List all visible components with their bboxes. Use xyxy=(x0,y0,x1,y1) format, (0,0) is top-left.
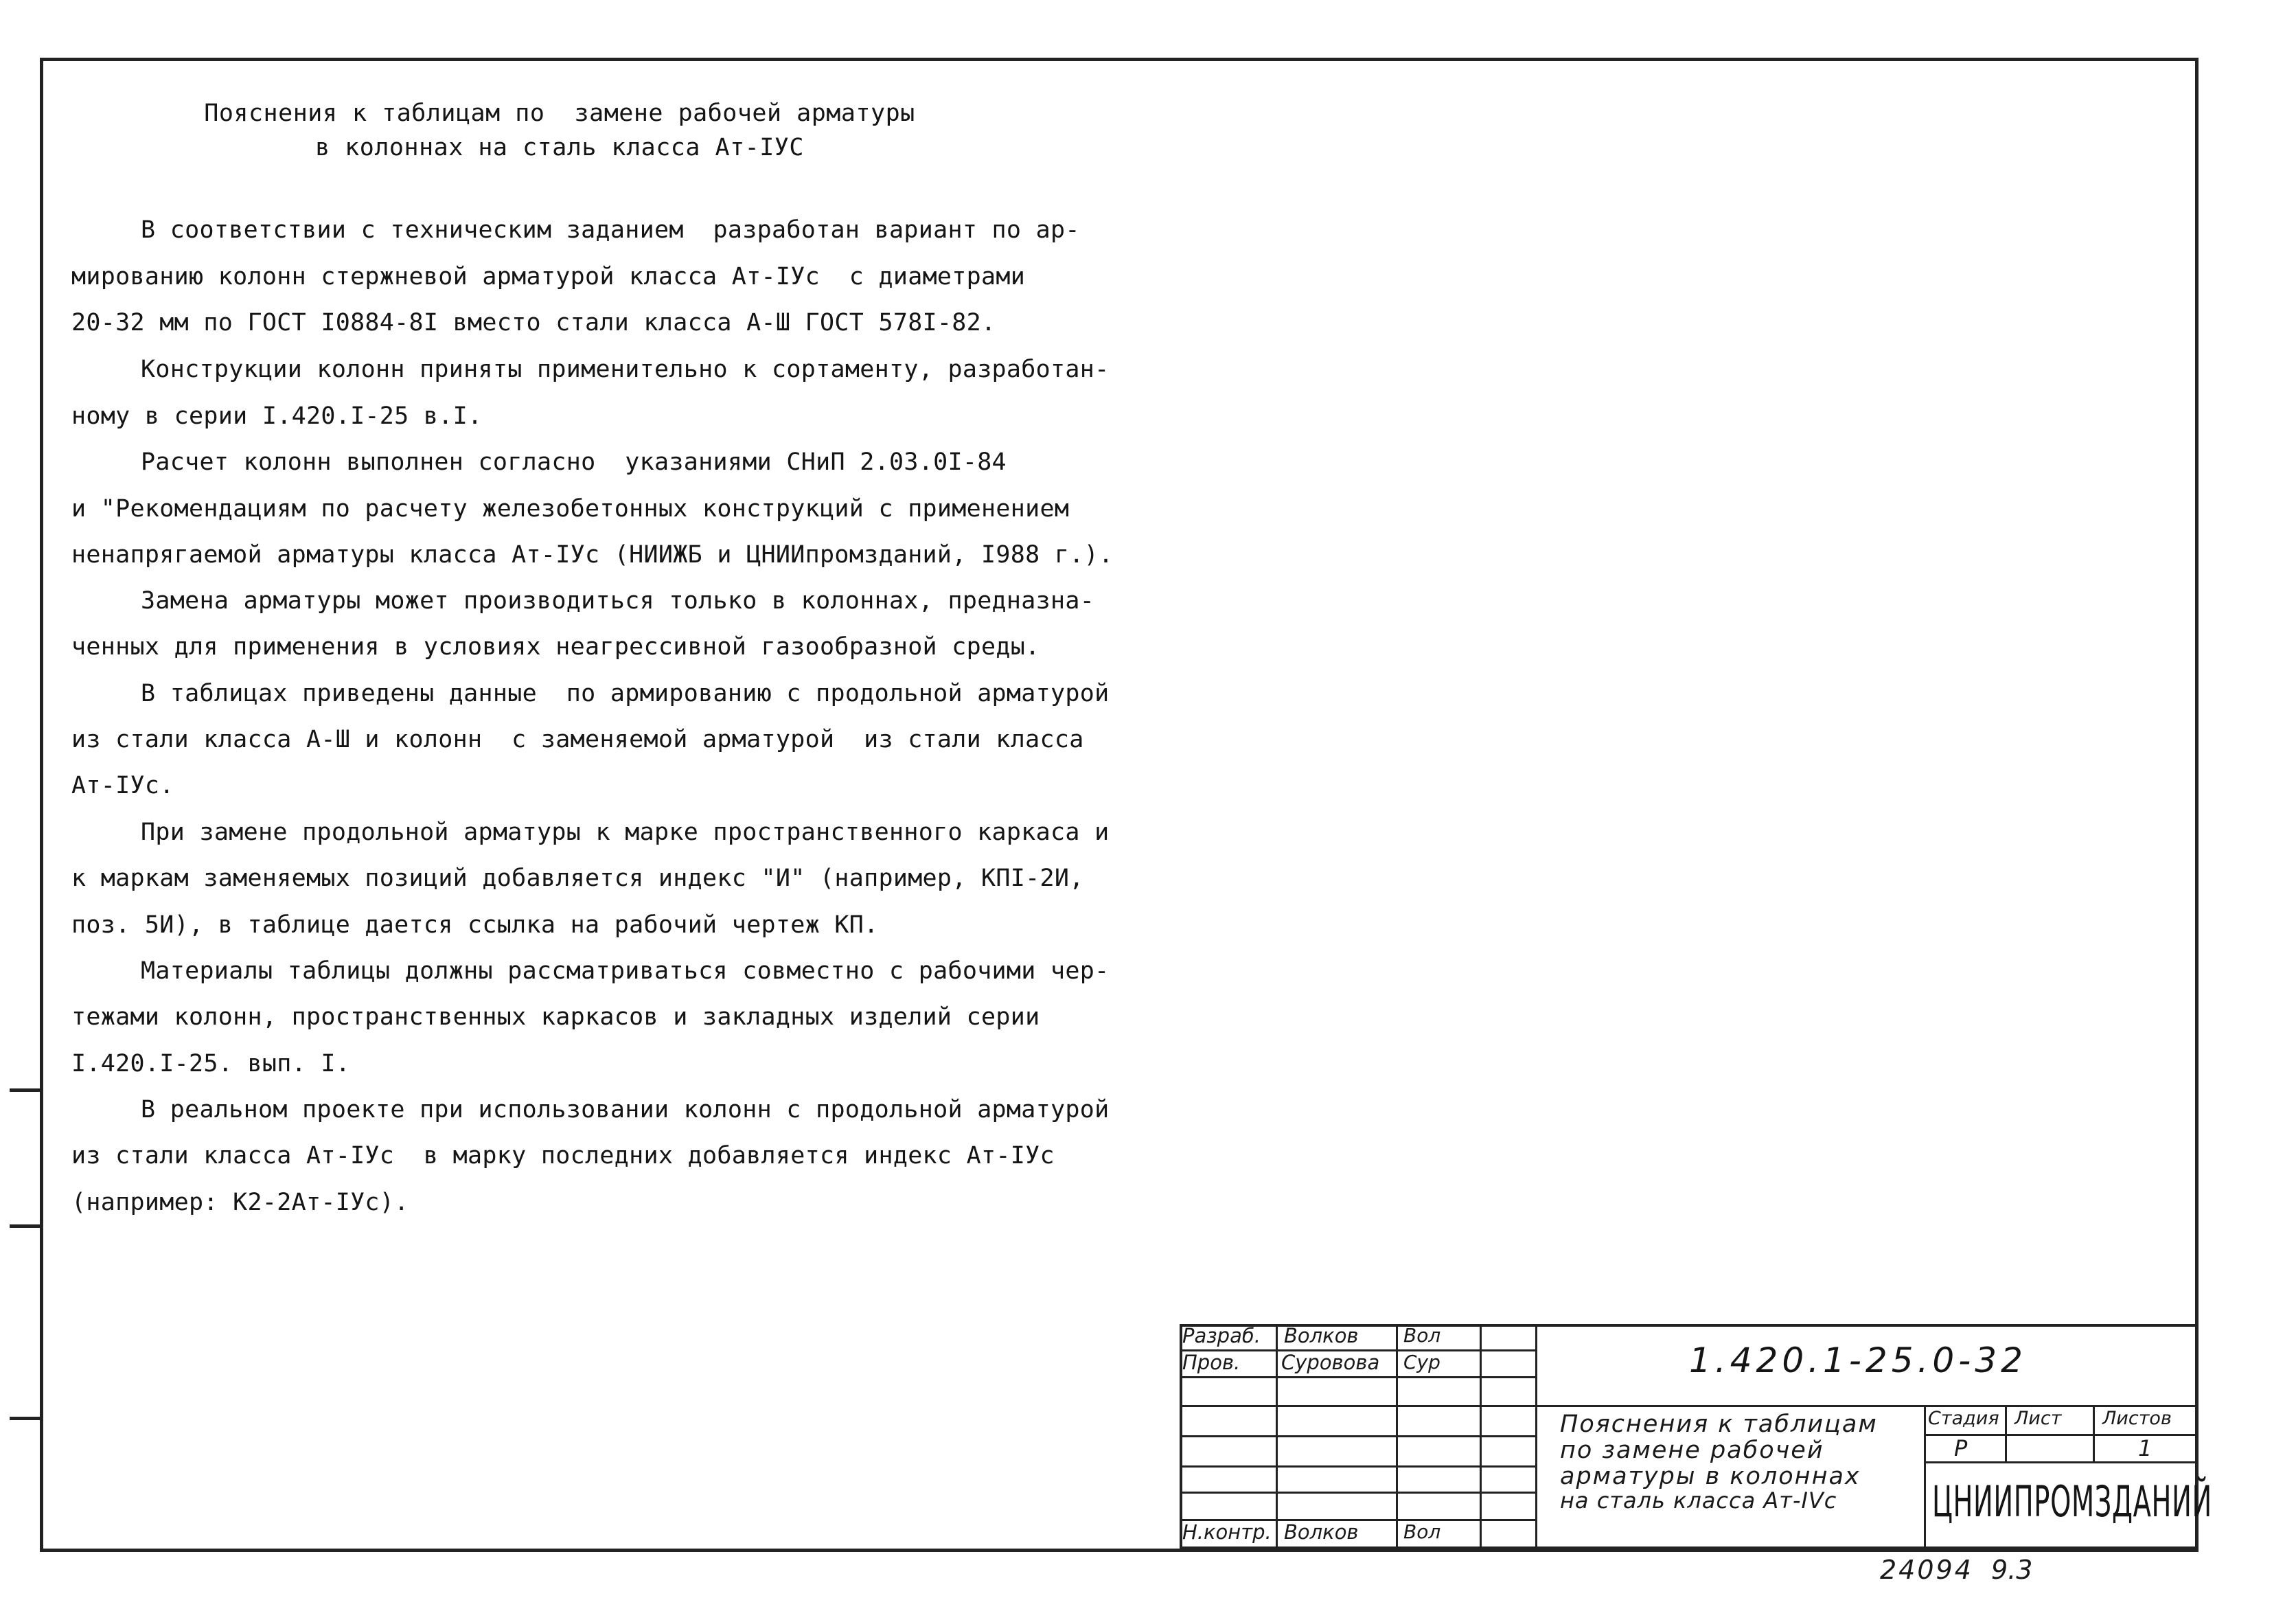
paragraph-line: и "Рекомендациям по расчету железобетонных конструкций с применением xyxy=(71,495,1070,523)
paragraph-line: поз. 5И), в таблице дается ссылка на рабочий чертеж КП. xyxy=(71,911,879,939)
sheets-header: Листов xyxy=(2102,1408,2172,1429)
paragraph-line: тежами колонн, пространственных каркасов и закладных изделий серии xyxy=(71,1003,1040,1031)
grid-line xyxy=(1180,1435,1535,1437)
grid-line xyxy=(2005,1405,2007,1461)
signature-checker: Сур xyxy=(1403,1351,1440,1373)
stage-value: Р xyxy=(1954,1435,1968,1461)
document-title-line-2: в колоннах на сталь класса Ат-IУС xyxy=(315,134,804,161)
binding-margin-tick xyxy=(10,1088,43,1092)
binding-margin-tick xyxy=(10,1417,43,1420)
role-norm-control: Н.контр. xyxy=(1182,1520,1272,1544)
paragraph-line: ненапрягаемой арматуры класса Ат-IУс (НИИЖБ и ЦНИИпромзданий, I988 г.). xyxy=(71,541,1114,569)
stage-header: Стадия xyxy=(1928,1408,1999,1429)
page-mark: 9.3 xyxy=(1991,1555,2033,1585)
paragraph-line: В реальном проекте при использовании колонн с продольной арматурой xyxy=(141,1096,1110,1123)
paragraph-line: из стали класса А-Ш и колонн с заменяемой арматурой из стали класса xyxy=(71,726,1084,753)
signature-norm-control: Вол xyxy=(1403,1520,1441,1543)
paragraph-line: При замене продольной арматуры к марке пространственного каркаса и xyxy=(141,819,1110,846)
paragraph-line: В таблицах приведены данные по армированию с продольной арматурой xyxy=(141,680,1110,707)
grid-line xyxy=(1180,1405,2199,1407)
paragraph-line: ному в серии I.420.I-25 в.I. xyxy=(71,402,483,430)
sheet-description-line: на сталь класса Ат-IVc xyxy=(1560,1487,1837,1514)
grid-line xyxy=(1180,1376,1535,1378)
paragraph-line: 20-32 мм по ГОСТ I0884-8I вместо стали класса А-Ш ГОСТ 578I-82. xyxy=(71,309,996,336)
paragraph-line: Конструкции колонн приняты применительно к сортаменту, разработан- xyxy=(141,356,1110,383)
sheets-value: 1 xyxy=(2138,1435,2152,1461)
sheet-description-line: арматуры в колоннах xyxy=(1560,1463,1861,1490)
paragraph-line: Ат-IУс. xyxy=(71,772,174,799)
inventory-number: 24094 xyxy=(1880,1555,1973,1585)
paragraph-line: из стали класса Ат-IУс в марку последних добавляется индекс Ат-IУс xyxy=(71,1142,1055,1169)
paragraph-line: Материалы таблицы должны рассматриваться совместно с рабочими чер- xyxy=(141,957,1110,985)
role-checker: Пров. xyxy=(1182,1351,1241,1374)
sheet-description-line: по замене рабочей xyxy=(1560,1437,1824,1464)
grid-line xyxy=(2093,1405,2095,1461)
grid-line xyxy=(1924,1461,2199,1463)
document-title-line-1: Пояснения к таблицам по замене рабочей арматуры xyxy=(204,100,915,127)
document-designation: 1.420.1-25.0-32 xyxy=(1689,1340,2027,1380)
name-norm-control: Волков xyxy=(1284,1520,1359,1544)
paragraph-line: ченных для применения в условиях неагрессивной газообразной среды. xyxy=(71,633,1040,661)
paragraph-line: Замена арматуры может производиться только в колоннах, предназна- xyxy=(141,587,1095,615)
sheet-header: Лист xyxy=(2014,1408,2062,1429)
grid-line xyxy=(1180,1465,1535,1468)
name-checker: Суровова xyxy=(1281,1351,1380,1374)
name-developer: Волков xyxy=(1284,1324,1359,1347)
binding-margin-tick xyxy=(10,1224,43,1228)
paragraph-line: I.420.I-25. вып. I. xyxy=(71,1050,351,1077)
paragraph-line: к маркам заменяемых позиций добавляется индекс "И" (например, КПI-2И, xyxy=(71,865,1084,892)
role-developer: Разраб. xyxy=(1182,1324,1261,1347)
paragraph-line: Расчет колонн выполнен согласно указаниями СНиП 2.03.0I-84 xyxy=(141,448,1007,476)
paragraph-line: (например: К2-2Ат-IУс). xyxy=(71,1189,409,1216)
grid-line xyxy=(1924,1405,1926,1549)
paragraph-line: мированию колонн стержневой арматурой класса Ат-IУс с диаметрами xyxy=(71,263,1026,290)
signature-developer: Вол xyxy=(1403,1324,1441,1347)
paragraph-line: В соответствии с техническим заданием разработан вариант по ар- xyxy=(141,216,1080,244)
organization-name: ЦНИИПРОМЗДАНИЙ xyxy=(1932,1476,2212,1527)
grid-line xyxy=(1535,1324,1537,1549)
sheet-description-line: Пояснения к таблицам xyxy=(1560,1411,1878,1438)
grid-line xyxy=(1180,1492,1535,1494)
